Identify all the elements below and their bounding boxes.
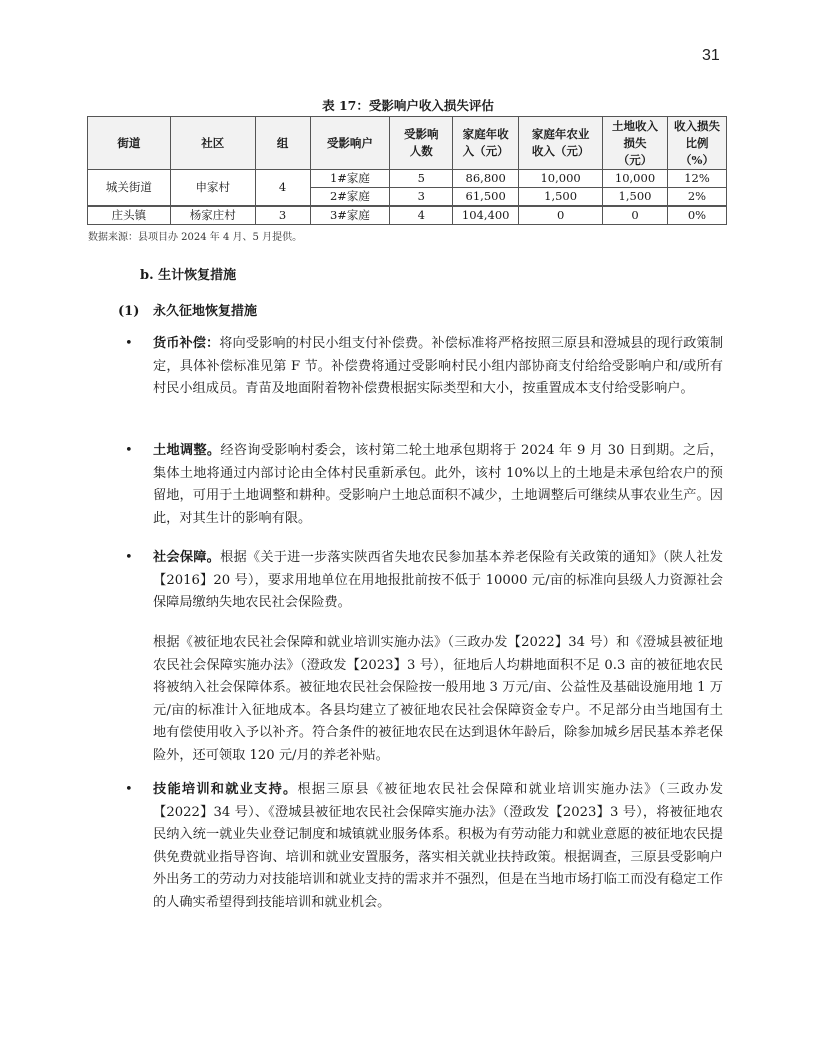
cell-street: 庄头镇: [88, 206, 171, 225]
bullet-paragraph-monetary: [153, 333, 723, 401]
bullet-text: 经咨询受影响村委会，该村第二轮土地承包期将于 2024 年 9 月 30 日到期。之后，集体土地将通过内部讨论由全体村民重新承包。此外，该村 10%以上的土地是未承包给农户的预留地，可用于土地调整和耕种。受影响户土地总面积不减少，土地调整后可继续从事农业生产。因此，对其生计的影响有限。: [153, 443, 723, 526]
header-group: 组: [255, 117, 310, 170]
paragraph-social-security-detail: 根据《被征地农民社会保障和就业培训实施办法》（三政办发【2022】34 号）和《澄城县被征地农民社会保障实施办法》（澄政发【2023】3 号），征地后人均耕地面积不足 0.3 亩的被征地农民将被纳入社会保障体系。被征地农民社会保险按一般用地 3 万元/亩、公益性及基础设施用地 1 万元/亩的标准计入征地成本。各县均建立了被征地农民社会保障资金专户。不足部分由当地国有土地有偿使用收入予以补齐。符合条件的被征地农民在达到退休年龄后，除参加城乡居民基本养老保险外，还可领取 120 元/月的养老补贴。: [153, 635, 723, 763]
bullet-icon: •: [125, 550, 133, 565]
table-header-row: [88, 117, 727, 170]
cell-community: 杨家庄村: [170, 206, 255, 225]
table-source-note: 数据来源：县项目办 2024 年 4 月、5 月提供。: [88, 232, 303, 243]
table-title: 表 17：受影响户收入损失评估: [322, 98, 494, 113]
cell-agri-income: 0: [519, 206, 603, 225]
header-household: 受影响户: [310, 117, 390, 170]
cell-household: 1#家庭: [310, 170, 390, 188]
cell-annual-income: 61,500: [453, 188, 519, 207]
cell-annual-income: 104,400: [453, 206, 519, 225]
subsection-title: 永久征地恢复措施: [153, 304, 258, 319]
bullet-icon: •: [125, 443, 133, 458]
cell-land-loss: 1,500: [603, 188, 668, 207]
page-number: 31: [702, 47, 720, 64]
header-land-loss: 土地收入 损失 （元）: [603, 117, 668, 170]
subsection-number: (1): [118, 304, 140, 319]
cell-persons: 3: [390, 188, 453, 207]
cell-loss-ratio: 12%: [667, 170, 726, 188]
cell-persons: 5: [390, 170, 453, 188]
bullet-icon: •: [125, 336, 133, 351]
bullet-text: 根据三原县《被征地农民社会保障和就业培训实施办法》（三政办发【2022】34 号）、《澄城县被征地农民社会保障实施办法》（澄政发【2023】3 号），将被征地农民纳入统一就业失业登记制度和城镇就业服务体系。积极为有劳动能力和就业意愿的被征地农民提供免费就业指导咨询、培训和就业安置服务，落实相关就业扶持政策。根据调查，三原县受影响户外出务工的劳动力对技能培训和就业支持的需求并不强烈，但是在当地市场打临工而没有稳定工作的人确实希望得到技能培训和就业机会。: [153, 782, 723, 910]
cell-land-loss: 0: [603, 206, 668, 225]
cell-persons: 4: [390, 206, 453, 225]
bullet-text: 将向受影响的村民小组支付补偿费。补偿标准将严格按照三原县和澄城县的现行政策制定，具体补偿标准见第 F 节。补偿费将通过受影响村民小组内部协商支付给给受影响户和/或所有村民小组成员。青苗及地面附着物补偿费根据实际类型和大小，按重置成本支付给受影响户。: [153, 336, 724, 397]
cell-community: 申家村: [170, 170, 255, 207]
bullet-paragraph-skills-training: [153, 779, 723, 915]
section-heading-b: b. 生计恢复措施: [140, 268, 237, 283]
cell-annual-income: 86,800: [453, 170, 519, 188]
bullet-paragraph-social-security: [153, 547, 723, 615]
cell-group: 3: [255, 206, 310, 225]
header-street: 街道: [88, 117, 171, 170]
subsection-heading-1: [118, 300, 257, 319]
cell-household: 2#家庭: [310, 188, 390, 207]
cell-loss-ratio: 0%: [667, 206, 726, 225]
bullet-lead: 技能培训和就业支持。: [153, 782, 298, 797]
header-annual-income: 家庭年收 入（元）: [453, 117, 519, 170]
bullet-lead: 社会保障。: [153, 550, 221, 565]
header-agri-income: 家庭年农业 收入（元）: [519, 117, 603, 170]
table-row: [88, 170, 727, 188]
header-persons: 受影响 人数: [390, 117, 453, 170]
bullet-icon: •: [125, 782, 133, 797]
cell-loss-ratio: 2%: [667, 188, 726, 207]
cell-agri-income: 10,000: [519, 170, 603, 188]
bullet-lead: 货币补偿：: [153, 336, 220, 351]
cell-land-loss: 10,000: [603, 170, 668, 188]
cell-household: 3#家庭: [310, 206, 390, 225]
cell-group: 4: [255, 170, 310, 207]
table-row: [88, 206, 727, 225]
bullet-paragraph-land-adjustment: [153, 440, 723, 530]
bullet-lead: 土地调整。: [153, 443, 221, 458]
income-loss-table: [87, 116, 727, 225]
header-loss-ratio: 收入损失 比例 （%）: [667, 117, 726, 170]
header-community: 社区: [170, 117, 255, 170]
cell-street: 城关街道: [88, 170, 171, 207]
cell-agri-income: 1,500: [519, 188, 603, 207]
bullet-text: 根据《关于进一步落实陕西省失地农民参加基本养老保险有关政策的通知》（陕人社发【2016】20 号），要求用地单位在用地报批前按不低于 10000 元/亩的标准向县级人力资源社会保障局缴纳失地农民社会保险费。: [153, 550, 723, 611]
